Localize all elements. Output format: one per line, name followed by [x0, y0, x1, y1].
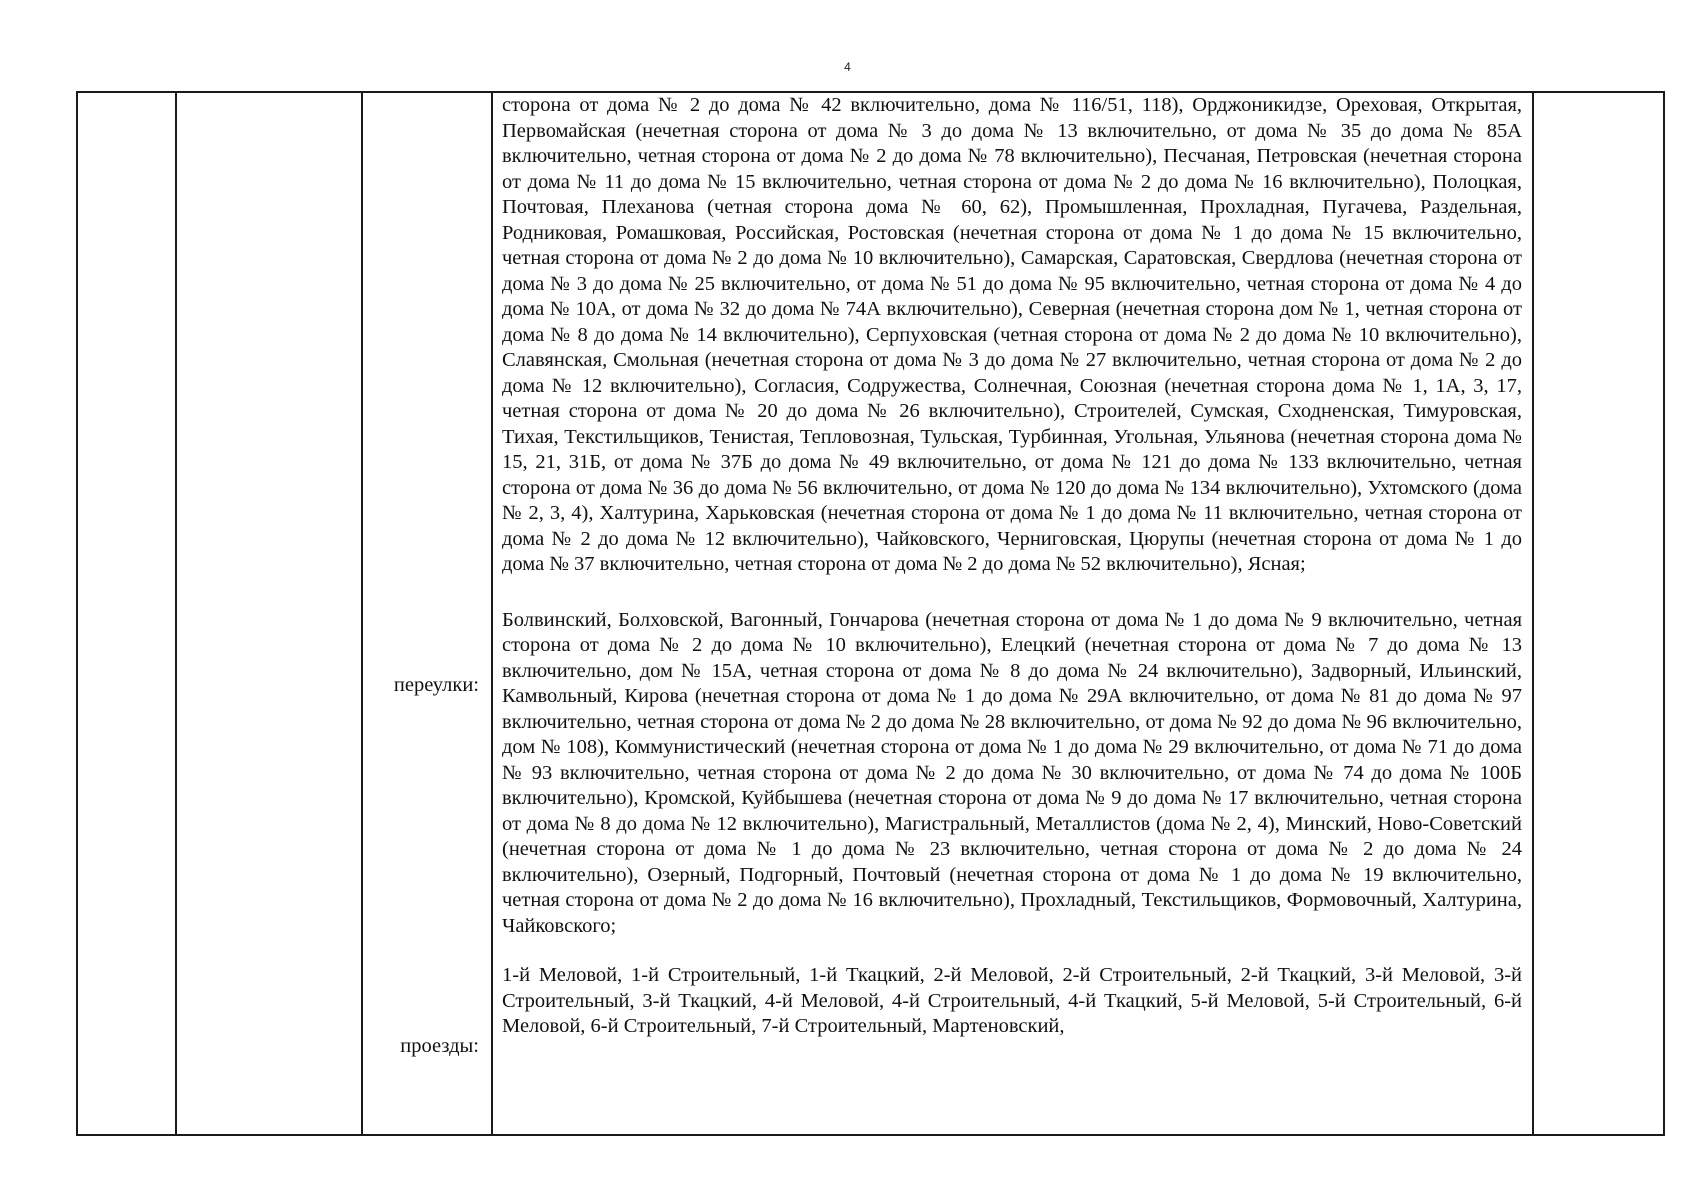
section-text-cell [492, 92, 1533, 1135]
street-list-table [76, 91, 1665, 1136]
table-row [77, 92, 1664, 1135]
label-passages: проезды: [400, 1034, 479, 1057]
empty-cell-5 [1533, 92, 1664, 1135]
page-number: 4 [844, 60, 851, 74]
lanes-text: Болвинский, Болховской, Вагонный, Гончарова (нечетная сторона от дома № 1 до дома № 9 включительно, четная сторона от дома № 2 до дома № 10 включительно), Елецкий (нечетная сторона от дома № 7 до дома № 13 включительно, дом № 15А, четная сторона от дома № 8 до дома № 24 включительно), Задворный, Ильинский, Камвольный, Кирова (нечетная сторона от дома № 1 до дома № 29А включительно, от дома № 81 до дома № 97 включительно, четная сторона от дома № 2 до дома № 28 включительно, от дома № 92 до дома № 96 включительно, дом № 108), Коммунистический (нечетная сторона от дома № 1 до дома № 29 включительно, от дома № 71 до дома № 93 включительно, четная сторона от дома № 2 до дома № 30 включительно, от дома № 74 до дома № 100Б включительно), Кромской, Куйбышева (нечетная сторона от дома № 9 до дома № 17 включительно, четная сторона от дома № 8 до дома № 12 включительно), Магистральный, Металлистов (дома № 2, 4), Минский, Ново-Советский (нечетная сторона от дома № 1 до дома № 23 включительно, четная сторона от дома № 2 до дома № 24 включительно), Озерный, Подгорный, Почтовый (нечетная сторона от дома № 1 до дома № 19 включительно, четная сторона от дома № 2 до дома № 16 включительно), Прохладный, Текстильщиков, Формовочный, Халтурина, Чайковского; [502, 608, 1522, 937]
section-label-cell [362, 92, 492, 1135]
label-lanes: переулки: [393, 674, 479, 696]
empty-cell-2 [176, 92, 362, 1135]
empty-cell-1 [77, 92, 176, 1135]
streets-text: сторона от дома № 2 до дома № 42 включительно, дома № 116/51, 118), Орджоникидзе, Ореховая, Открытая, Первомайская (нечетная сторона от дома № 3 до дома № 13 включительно, от дома № 35 до дома № 85А включительно, четная сторона от дома № 2 до дома № 78 включительно), Песчаная, Петровская (нечетная сторона от дома № 11 до дома № 15 включительно, четная сторона от дома № 2 до дома № 16 включительно), Полоцкая, Почтовая, Плеханова (четная сторона дома № 60, 62), Промышленная, Прохладная, Пугачева, Раздельная, Родниковая, Ромашковая, Российская, Ростовская (нечетная сторона от дома № 1 до дома № 15 включительно, четная сторона от дома № 2 до дома № 10 включительно), Самарская, Саратовская, Свердлова (нечетная сторона от дома № 3 до дома № 25 включительно, от дома № 51 до дома № 95 включительно, четная сторона от дома № 4 до дома № 10А, от дома № 32 до дома № 74А включительно), Северная (нечетная сторона дом № 1, четная сторона от дома № 8 до дома № 14 включительно), Серпуховская (четная сторона от дома № 2 до дома № 10 включительно), Славянская, Смольная (нечетная сторона от дома № 3 до дома № 27 включительно, четная сторона от дома № 2 до дома № 12 включительно), Согласия, Содружества, Солнечная, Союзная (нечетная сторона дома № 1, 1А, 3, 17, четная сторона от дома № 20 до дома № 26 включительно), Строителей, Сумская, Сходненская, Тимуровская, Тихая, Текстильщиков, Тенистая, Тепловозная, Тульская, Турбинная, Угольная, Ульянова (нечетная сторона дома № 15, 21, 31Б, от дома № 37Б до дома № 49 включительно, от дома № 121 до дома № 133 включительно, четная сторона от дома № 36 до дома № 56 включительно, от дома № 120 до дома № 134 включительно), Ухтомского (дома № 2, 3, 4), Халтурина, Харьковская (нечетная сторона от дома № 1 до дома № 11 включительно, четная сторона от дома № 2 до дома № 12 включительно), Чайковского, Черниговская, Цюрупы (нечетная сторона от дома № 1 до дома № 37 включительно, четная сторона от дома № 2 до дома № 52 включительно), Ясная; [502, 94, 1522, 575]
passages-text: 1-й Меловой, 1-й Строительный, 1-й Ткацкий, 2-й Меловой, 2-й Строительный, 2-й Ткацкий, 3-й Меловой, 3-й Строительный, 3-й Ткацкий, 4-й Меловой, 4-й Строительный, 4-й Ткацкий, 5-й Меловой, 5-й Строительный, 6-й Меловой, 6-й Строительный, 7-й Строительный, Мартеновский, [502, 964, 1522, 1037]
